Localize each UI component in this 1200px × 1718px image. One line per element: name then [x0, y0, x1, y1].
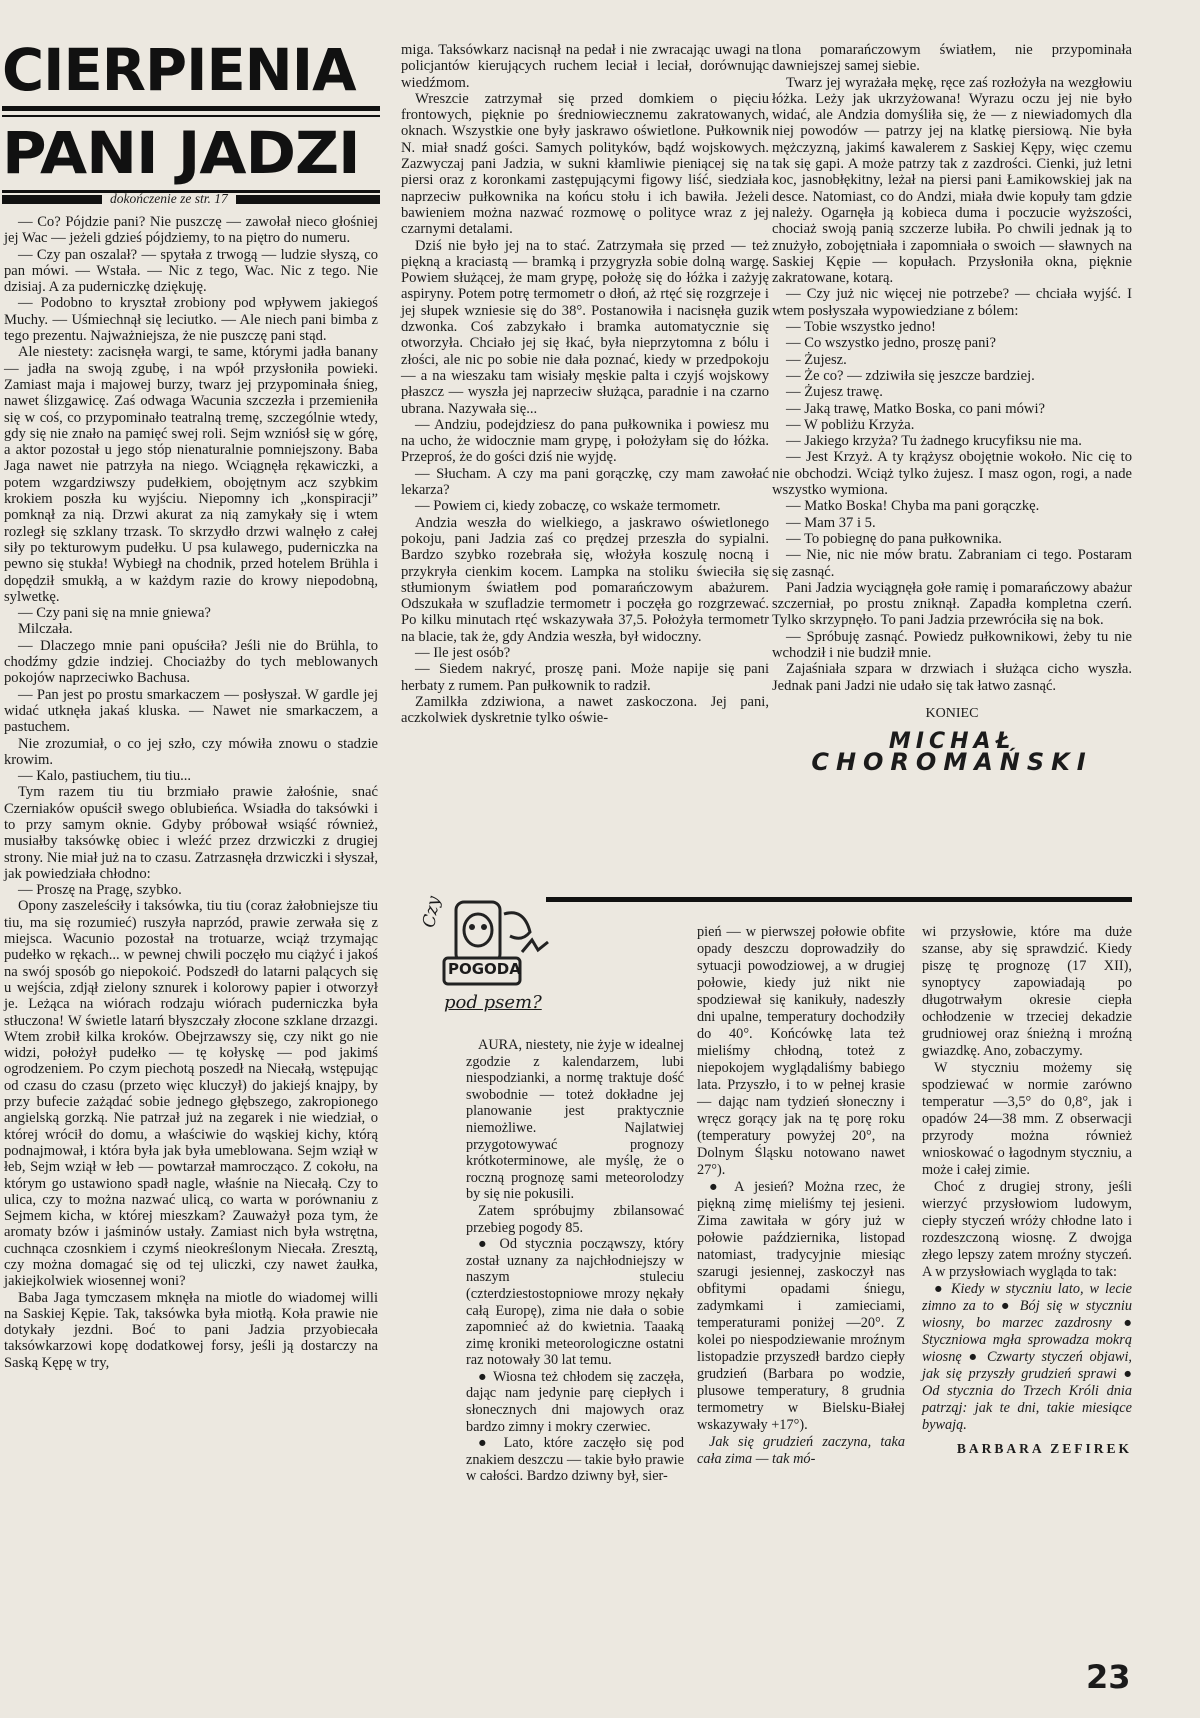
paragraph: — Słucham. A czy ma pani gorączkę, czy mam zawołać lekarza? — [401, 465, 769, 499]
paragraph: Nie zrozumiał, o co jej szło, czy mówiła znowu o stadzie krowim. — [4, 735, 378, 768]
logo-bottom-word: pod psem? — [444, 992, 542, 1013]
paragraph: ● Kiedy w styczniu lato, w lecie zimno za to ● Bój się w styczniu wiosny, bo marzec zazdrosny ● Styczniowa mgła sprowadza mokrą wiosnę ● Czwarty styczeń objawi, jak się przyszły grudzień sprawi ● Od stycznia do Trzech Króli dnia patrząj: jak te dni, takie miesiące bywają. — [922, 1281, 1132, 1433]
paragraph: — Andziu, podejdziesz do pana pułkownika i powiesz mu na ucho, że widocznie mam grypę, i położyłam się do łóżka. Przeproś, że do gości dziś nie wyjdę. — [401, 416, 769, 466]
paragraph: pień — w pierwszej połowie obfite opady deszczu doprowadziły do sytuacji powodziowej, a w drugiej połowie, kiedy już nikt nie spodziewał się kanikuły, nadeszły dni upalne, temperatury dochodziły do 40°. Końcówkę lata też mieliśmy chłodną, toteż z niepokojem wyglądaliśmy babiego lata. Przyszło, i to w pełnej krasie — dając nam tydzień słoneczny i wręcz gorący jak na tę porę roku (temperatury powyżej 20°, na Dolnym Śląsku notowano nawet 27°). — [697, 924, 905, 1178]
paragraph: — Spróbuję zasnąć. Powiedz pułkownikowi, żeby tu nie wchodził i nie budził mnie. — [772, 628, 1132, 661]
article-title — [2, 36, 380, 200]
paragraph: — W pobliżu Krzyża. — [786, 416, 915, 433]
paragraph: Opony zaszeleściły i taksówka, tiu tiu (coraz żałobniejsze tiu tiu, ma się rozumieć) ruszyła naprzód, prawie zerwała się z miejsca. Wacunio pozostał na trotuarze, wciąż trzymając pudełko w rękach... w pewnej chwili poczęło mu ciążyć i jakoś na swój sposób go niepokoić. Podszedł do latarni palących się u wejścia, zdjął zielony sznurek i kolorowy papier i otworzył je. Leżąca na wiórach rodzaju wiórach puderniczka była stłuczona! W świetle latarń błyszczały złocone szklane drzazgi. Wtem zrobił kilka kroków. Obejrzawszy się, czy nikt go nie widzi, położył pudełko — tę kołyskę — pod jakimś ogrodzeniem. Po czym piechotą poszedł na Niecałą, wstępując od czasu do czasu (przeto więc kluczył) do jakiejś knajpy, by przy bufecie zażądać sobie jednego głębszego, zakropionego angielską gorzką. Nie patrzał już na zegarek i nie wiedział, o której wrócił do domu, a właściwie do wąskiej kichy, którą podnajmował, i która była jak była umeblowana. Sejm wziął w łeb, Sejm wziął w łeb — powtarzał mamrocząco. Z cokołu, na którym go ustawiono spadł nagle, właśnie na Niecałą. Czy to ulica, czy to można nazwać ulicą, co warta w porównaniu z Sejmem kicha, w której mieszkam? Zauważył poza tym, że aromaty bzów i jaśminów ustały. Zamiast nich była wstrętna, cuchnąca czosnkiem i czymś nieokreślonym Niecała. Zresztą, czy można domagać się od tej uliczki, czy nawet żaułka, jakiejkolwiek wiosennej woni? — [4, 898, 378, 1290]
paragraph: ● A jesień? Można rzec, że piękną zimę mieliśmy tej jesieni. Zima zawitała w góry już w połowie października, listopad natomiast, tradycyjnie miesiąc szarugi jesiennej, zaskoczył nas obfitymi opadami śniegu, zadymkami i zamieciami, temperaturami poniżej —20°. Z kolei po niespodziewanie mroźnym listopadzie przyszedł bardzo ciepły grudzień (Barbara po wodzie, plusowe temperatury, 8 grudnia termometry w Bielsku-Białej wskazywały +17°). — [697, 1179, 905, 1433]
weather-column-3 — [922, 924, 1132, 1457]
paragraph: Milczała. — [18, 621, 73, 638]
paragraph: — Czy pani się na mnie gniewa? — [18, 605, 211, 622]
continued-note — [2, 191, 380, 207]
weather-author: BARBARA ZEFIREK — [956, 1441, 1132, 1456]
paragraph: Zajaśniała szpara w drzwiach i służąca cicho wyszła. Jednak pani Jadzi nie udało się tak łatwo zasnąć. — [772, 661, 1132, 694]
title-line-1: CIERPIENIA — [2, 36, 356, 104]
paragraph: AURA, niestety, nie żyje w idealnej zgodzie z kalendarzem, lubi niespodzianki, a normę traktuje dość swobodnie — toteż dokładne jej planowanie jest praktycznie niemożliwe. Najlatwiej przygotowywać prognozy krótkoterminowe, ale myślę, że o roczną prognozę sami meteorolodzy by się nie pokusili. — [466, 1037, 684, 1203]
weather-logo — [414, 894, 574, 1024]
paragraph: — Żujesz. — [786, 351, 847, 368]
paragraph: tlona pomarańczowym światłem, nie przypominała dawniejszej samej siebie. — [772, 42, 1132, 75]
author-last-name: CHOROMAŃSKI — [811, 748, 1093, 777]
paragraph: — Tobie wszystko jedno! — [786, 319, 936, 336]
paragraph: Baba Jaga tymczasem mknęła na miotle do wiadomej willi na Saskiej Kępie. Tak, taksówka była miotłą. Koła prawie nie dotykały jezdni. Boć to pani Jadzia przyobiecała taksówkarzowi kopę dodatkowej forsy, jeśli ją dostarczy na Saską Kępę w try, — [4, 1289, 378, 1371]
paragraph: Choć z drugiej strony, jeśli wierzyć przysłowiom ludowym, ciepły styczeń wróży chłodne lato i rozdeszczoną wiosnę. Z dwojga złego lepszy zatem mroźny styczeń. A w przysłowiach wygląda to tak: — [922, 1179, 1132, 1280]
article1-column-2 — [401, 42, 769, 726]
paragraph: — Podobno to kryształ zrobiony pod wpływem jakiegoś Muchy. — Uśmiechnął się leciutko. — Ale niech pani bimba z tego prezentu. Najważniejsza, że nie puszczę pani stąd. — [4, 295, 378, 345]
paragraph: — Czy już nic więcej nie potrzebe? — chciała wyjść. I wtem posłyszała wypowiedziane z bólem: — [772, 286, 1132, 319]
paragraph: — Co wszystko jedno, proszę pani? — [786, 335, 996, 352]
paragraph: — Powiem ci, kiedy zobaczę, co wskaże termometr. — [415, 498, 721, 515]
paragraph: — Matko Boska! Chyba ma pani gorączkę. — [786, 498, 1040, 515]
paragraph: wi przysłowie, które ma duże szanse, aby się sprawdzić. Kiedy piszę tę prognozę (17 XII), synoptycy zapowiadają po długotrwałym okresie ciepła ochłodzenie w trzeciej dekadzie grudniowej oraz śnieżną i mroźną gwiazdkę. Ano, zobaczymy. — [922, 924, 1132, 1059]
paragraph: ● Od stycznia począwszy, który został uznany za najchłodniejszy w naszym stuleciu (czterdziestostopniowe mrozy nękały całą Europę), zima nie dała o sobie zapomnieć aż do kwietnia. Taaaką zimę kroniki meteorologiczne ostatni raz notowały 30 lat temu. — [466, 1236, 684, 1369]
paragraph: Ale niestety: zacisnęła wargi, te same, którymi jadła banany — jadła na swoją zgubę, i na wpół przysłoniła powieki. Zamiast maja i majowej burzy, twarz jej przypominała śnieg, nawet ślizgawicę. Zaś odwaga Wacunia szczezła i przemieniła się w coś, co przypominało teatralną tremę, szczególnie wtedy, gdy się nie znało na pamięć swej roli. Sejm wzniósł się w górę, a aktor pozostał u jego stóp nienaturalnie pomniejszony. Baba Jaga nawet nie patrzyła na niego. Wciągnęła rękawiczki, a potem wzgardziwszy pudełkiem, obojętnym acz szybkim krokiem poszła ku wyjściu. Niepomny ich „konspiracji” pomknął za nią. Drzwi akurat za nią zamykały się i wtem rozległ się szklany trzask. To skrzydło drzwi walnęło z całej siły po tekturowym pudełku. U psa kulawego, puderniczka na pewno się stukła! Wybiegł na chodnik, przed hotelem Brühla i dopędził smukłą, a w każdym razie do krowy niepodobną, sylwetkę. — [4, 344, 378, 605]
continued-text: dokończenie ze str. 17 — [110, 191, 228, 206]
paragraph: Jak się grudzień zaczyna, taka cała zima — tak mó- — [697, 1434, 905, 1467]
paragraph: — Jakiego krzyża? Tu żadnego krucyfiksu nie ma. — [786, 433, 1082, 450]
paragraph: Dziś nie było jej na to stać. Zatrzymała się przed — też piękną a kraciastą — bramką i przygryzła sobie dolną wargę. Powiem służącej, że mam grypę, położę się do łóżka i zażyję aspiryny. Potem potrę termometr o dłoń, aż rtęć się rozgrzeje i jej słupek wzniesie się do 38°. Postanowiła i nacisnęła guzik dzwonka. Coś zabzykało i bramka automatycznie się otworzyła. Chciało jej się łkać, była nieprzytomna z bólu i złości, ale nic po sobie nie dała poznać, kiedy w przedpokoju — a na wieszaku tam wisiały męskie palta i czyjś wojskowy płaszcz — wyszła jej naprzeciw służąca, paradnie i na czarno ubrana. Nazywała się... — [401, 237, 769, 417]
weather-top-rule — [546, 897, 1132, 902]
paragraph: Wreszcie zatrzymał się przed domkiem o pięciu frontowych, pięknie po średniowiecznemu zakratowanych, oknach. Wszystkie one były jaskrawo oświetlone. Pułkownik N. miał snadź gości. Samych polityków, bądź wojskowych. Zazwyczaj pani Jadzia, w sukni kłamliwie pieniącej się na piersi oraz z koronkami zastępującymi figowy liść, siedziała naprzeciw pułkownika na końcu stołu i ich bawiła. Jeżeli bawieniem można nazwać rozmowę o polityce wraz z jej czarnymi detalami. — [401, 90, 769, 238]
weather-column-2 — [697, 924, 905, 1468]
article1-column-1 — [4, 214, 378, 1371]
paragraph: — Siedem nakryć, proszę pani. Może napije się pani herbaty z rumem. Pan pułkownik to radził. — [401, 661, 769, 694]
paragraph: — Mam 37 i 5. — [786, 514, 876, 531]
paragraph: ● Lato, które zaczęło się pod znakiem deszczu — takie było prawie w całości. Bardzo dziwny był, sier- — [466, 1435, 684, 1485]
logo-main-word: POGODA — [448, 960, 521, 978]
paragraph: — Że co? — zdziwiła się jeszcze bardziej. — [786, 367, 1035, 384]
paragraph: — Jest Krzyż. A ty krążysz obojętnie wokoło. Nic cię to nie obchodzi. Wciąż tylko żujesz. I masz ogon, rogi, a nade wszystko wymiona. — [772, 449, 1132, 499]
article1-column-3 — [772, 42, 1132, 777]
paragraph: — Proszę na Pragę, szybko. — [18, 882, 182, 899]
paragraph: miga. Taksówkarz nacisnął na pedał i nie zwracając uwagi na policjantów kierujących ruchem leciał i leciał, dorównując wiedźmom. — [401, 42, 769, 91]
paragraph: Andzia weszła do wielkiego, a jaskrawo oświetlonego pokoju, pani Jadzia zaś co prędzej przeszła do sypialni. Bardzo szybko rozebrała się, włożyła koszulę nocną i przykryła cienkim kocem. Lampka na stoliku świeciła się stłumionym światłem pod pomarańczowym abażurem. Odszukała w szufladzie termometr i poczęła go rozgrzewać. Po kilku minutach rtęć wskazywała 37,5. Położyła termometr na blacie, tak że, gdy Andzia weszła, był widoczny. — [401, 514, 769, 645]
paragraph: — Ile jest osób? — [415, 644, 511, 661]
paragraph: Pani Jadzia wyciągnęła gołe ramię i pomarańczowy abażur szczerniał, po prostu zniknął. Zapadła kompletna czerń. Tylko skrzypnęło. To pani Jadzia przewróciła się na bok. — [772, 579, 1132, 629]
title-line-2: PANI JADZI — [2, 119, 360, 187]
paragraph: — Kalo, pastiuchem, tiu tiu... — [18, 768, 192, 785]
paragraph: — Dlaczego mnie pani opuściła? Jeśli nie do Brühla, to chodźmy gdzie indziej. Chociażby do tych meblowanych pokojów naprzeciwko Bachusa. — [4, 637, 378, 687]
page-number: 23 — [1086, 1658, 1131, 1696]
paragraph: Zamilkła zdziwiona, a nawet zaskoczona. Jej pani, aczkolwiek dyskretnie tylko oświe- — [401, 693, 769, 727]
weather-column-1 — [466, 1037, 684, 1485]
paragraph: Tym razem tiu tiu brzmiało prawie żałośnie, snać Czerniaków opuścił swego oblubieńca. Wsiadła do taksówki i to przy samym oknie. Gdyby próbował wsiąść również, musiałby taksówkę obiec i wleźć przez drzwiczki z drugiej strony. Nie miał już na to czasu. Zatrzasnęła drzwiczki i słyszał, jak powiedziała chłodno: — [4, 784, 378, 882]
paragraph: ● Wiosna też chłodem się zaczęła, dając nam jedynie parę ciepłych i słonecznych dni majowych oraz bardzo zimny i mokry czerwiec. — [466, 1368, 684, 1435]
paragraph: Zatem spróbujmy zbilansować przebieg pogody 85. — [466, 1202, 684, 1236]
paragraph: — Pan jest po prostu smarkaczem — posłyszał. W gardle jej widać utknęła jakaś kluska. — Nawet nie smarkaczem, a pastuchem. — [4, 686, 378, 736]
author-first-name: MICHAŁ — [888, 729, 1016, 755]
paragraph: — To pobiegnę do pana pułkownika. — [786, 530, 1002, 547]
paragraph: — Czy pan oszalał? — spytała z trwogą — ludzie słyszą, co pan mówi. — Wstała. — Nic z tego, Wac. Nic z tego. Nie dzisiaj. A za puderniczkę dziękuję. — [4, 246, 378, 296]
end-label: KONIEC — [925, 705, 979, 721]
paragraph: — Żujesz trawę. — [786, 384, 883, 401]
paragraph: W styczniu możemy się spodziewać w normie zarówno temperatur —3,5° do 0,8°, jak i opadów 24—38 mm. Z obserwacji przyrody można również wnioskować o łagodnym styczniu, a może i całej zimie. — [922, 1060, 1132, 1178]
paragraph: — Nie, nic nie mów bratu. Zabraniam ci tego. Postaram się zasnąć. — [772, 547, 1132, 580]
title-rule-1 — [2, 106, 380, 111]
paragraph: Twarz jej wyrażała mękę, ręce zaś rozłożyła na wezgłowiu łóżka. Leży jak ukrzyżowana! Wyrazu oczu jej nie było widać, ale Andzia domyśliła się, że — z niewiadomych dla niej powodów — patrzy jej na klatkę piersiową. Nie była mężczyzną, jakimś kawalerem z Saskiej Kępy, więc czemu tak się gapi. A może patrzy tak z zazdrości. Cienki, już letni koc, jasnobłękitny, leżał na piersi pani Łamikowskiej jak na desce. Natomiast, co do Andzi, miała dwie kopuły tam gdzie należy. Ogarnęła ją kobieca duma i poczucie wyższości, chociaż swoją panią szczerze lubiła. Po chwili jednak ją to znużyło, zobojętniała i zapomniała o swoich — sławnych na Saskiej Kępie — kopułach. Przysłoniła okna, pięknie zakratowane, kotarą. — [772, 74, 1132, 287]
paragraph: — Jaką trawę, Matko Boska, co pani mówi? — [786, 400, 1045, 417]
logo-top-word: Czy — [419, 894, 445, 930]
paragraph: — Co? Pójdzie pani? Nie puszczę — zawołał nieco głośniej jej Wac — jeżeli gdzieś pójdziemy, to na piętro do numeru. — [4, 214, 378, 247]
title-rule-2 — [2, 115, 380, 117]
